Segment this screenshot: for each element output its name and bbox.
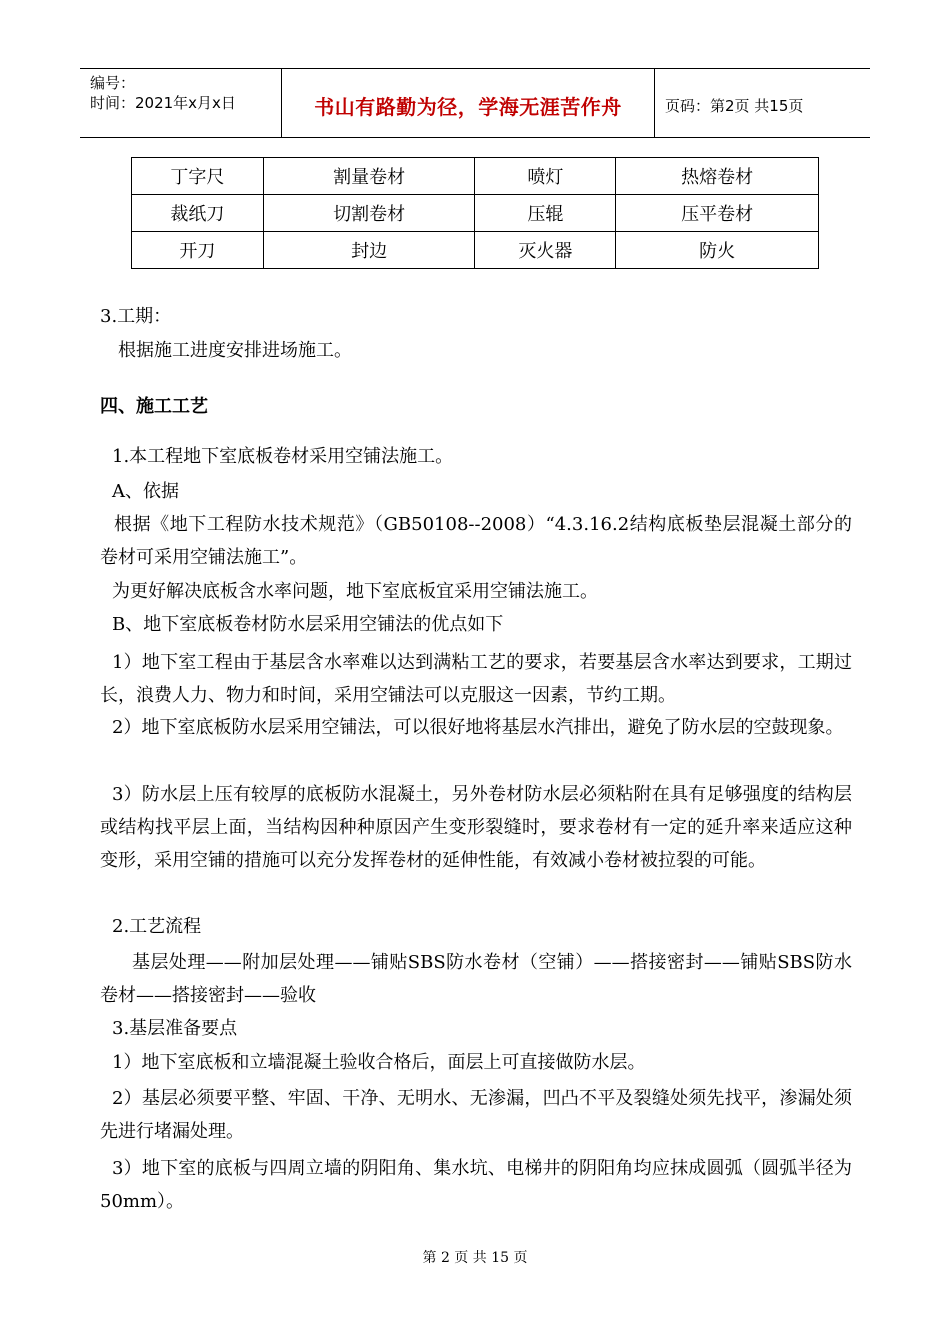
table-cell: 开刀 — [132, 232, 264, 269]
paragraph: 2）基层必须要平整、牢固、干净、无明水、无渗漏，凹凸不平及裂缝处须先找平，渗漏处须先进行堵漏处理。 — [100, 1088, 852, 1142]
header-meta — [90, 73, 236, 113]
header-motto: 书山有路勤为径，学海无涯苦作舟 — [314, 95, 622, 119]
table-row — [132, 195, 819, 232]
header-page-info: 页码：第2页 共15页 — [665, 97, 804, 115]
paragraph: 1.本工程地下室底板卷材采用空铺法施工。 — [112, 446, 454, 467]
paragraph: 2.工艺流程 — [112, 916, 202, 937]
paragraph: 3）地下室的底板与四周立墙的阴阳角、集水坑、电梯井的阴阳角均应抹成圆弧（圆弧半径为50mm）。 — [100, 1158, 852, 1212]
paragraph: 3.基层准备要点 — [112, 1018, 238, 1039]
paragraph: 3）防水层上压有较厚的底板防水混凝土，另外卷材防水层必须粘附在具有足够强度的结构层或结构找平层上面，当结构因种种原因产生变形裂缝时，要求卷材有一定的延升率来适应这种变形，采用空铺的措施可以充分发挥卷材的延伸性能，有效减小卷材被拉裂的可能。 — [100, 784, 852, 871]
section-heading: 四、施工工艺 — [100, 396, 208, 417]
page-footer: 第 2 页 共 15 页 — [422, 1250, 528, 1266]
table-row — [132, 232, 819, 269]
paragraph: B、地下室底板卷材防水层采用空铺法的优点如下 — [112, 614, 504, 635]
table-cell: 热熔卷材 — [616, 158, 819, 195]
date-label: 时间：2021年x月x日 — [90, 94, 236, 112]
paragraph: 根据《地下工程防水技术规范》（GB50108--2008）“4.3.16.2结构底板垫层混凝土部分的卷材可采用空铺法施工”。 — [100, 514, 852, 568]
table-cell: 割量卷材 — [263, 158, 475, 195]
table-cell: 压辊 — [475, 195, 616, 232]
paragraph: 基层处理——附加层处理——铺贴SBS防水卷材（空铺）——搭接密封——铺贴SBS防水卷材——搭接密封——验收 — [100, 952, 852, 1006]
paragraph: 为更好解决底板含水率问题，地下室底板宜采用空铺法施工。 — [112, 581, 598, 602]
table-cell: 封边 — [263, 232, 475, 269]
paragraph: A、依据 — [112, 481, 179, 502]
table-row — [132, 158, 819, 195]
paragraph: 根据施工进度安排进场施工。 — [118, 340, 352, 361]
table-cell: 丁字尺 — [132, 158, 264, 195]
header-divider — [654, 69, 655, 137]
page-header — [80, 68, 870, 138]
paragraph: 1）地下室工程由于基层含水率难以达到满粘工艺的要求，若要基层含水率达到要求，工期过长，浪费人力、物力和时间，采用空铺法可以克服这一因素，节约工期。 — [100, 652, 852, 706]
table-cell: 灭火器 — [475, 232, 616, 269]
table-cell: 裁纸刀 — [132, 195, 264, 232]
table-cell: 压平卷材 — [616, 195, 819, 232]
paragraph: 2）地下室底板防水层采用空铺法，可以很好地将基层水汽排出，避免了防水层的空鼓现象。 — [112, 717, 844, 738]
serial-label: 编号： — [90, 74, 136, 92]
paragraph: 1）地下室底板和立墙混凝土验收合格后，面层上可直接做防水层。 — [112, 1052, 646, 1073]
table-cell: 切割卷材 — [263, 195, 475, 232]
table-cell: 喷灯 — [475, 158, 616, 195]
tools-table — [131, 157, 819, 269]
table-cell: 防火 — [616, 232, 819, 269]
section-heading: 3.工期： — [100, 306, 172, 327]
